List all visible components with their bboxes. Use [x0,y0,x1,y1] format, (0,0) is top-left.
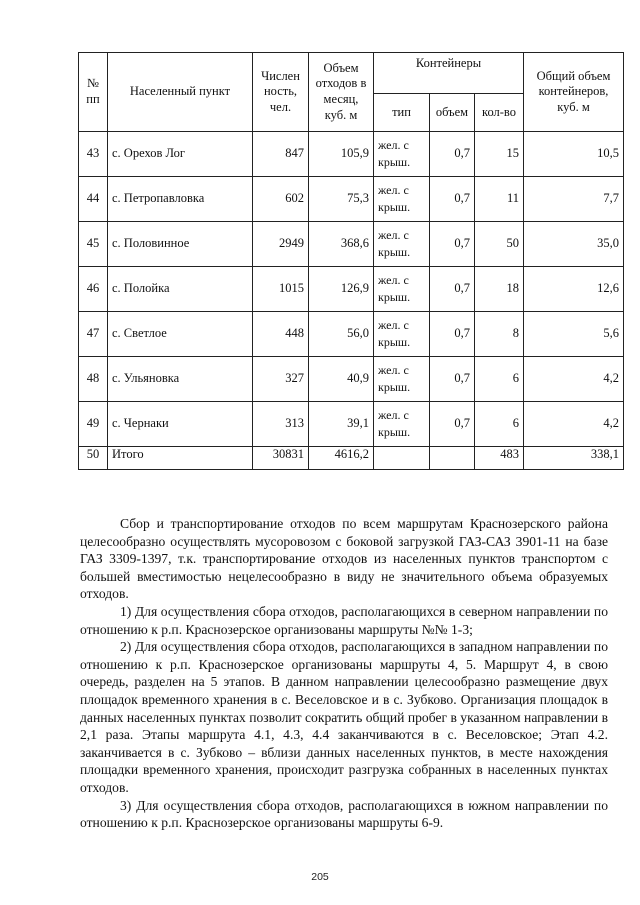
cell-count: 483 [475,447,524,470]
header-name: Населенный пункт [108,53,253,132]
cell-population: 327 [253,357,309,402]
header-num: № пп [79,53,108,132]
cell-population: 847 [253,132,309,177]
table-total-row [79,447,624,470]
cell-total: 4,2 [524,402,624,447]
table-row [79,177,624,222]
cell-name: с. Орехов Лог [108,132,253,177]
cell-total: 4,2 [524,357,624,402]
cell-population: 1015 [253,267,309,312]
cell-capacity: 0,7 [430,222,475,267]
cell-capacity: 0,7 [430,267,475,312]
paragraph: 2) Для осуществления сбора отходов, располагающихся в западном направлении по отношению к р.п. Краснозерское организованы маршруты 4, 5. Маршрут 4, в свою очередь, разделен на 5 этапов. В данном направлении целесообразно размещение двух площадок временного хранения в с. Веселовское и в с. Зубково. Организация площадок в данных населенных пунктах позволит сократить общий пробег в указанном направлении в 2,1 раза. Этапы маршрута 4.1, 4.3, 4.4 заканчиваются в с. Веселовское; Этап 4.2. заканчивается в с. Зубково – вблизи данных населенных пунктов, в месте нахождения площадки временного хранения, происходит разгрузка собранных в населенных пунктах отходов. [80,639,608,795]
cell-total: 7,7 [524,177,624,222]
containers-table [78,52,624,470]
table-row [79,132,624,177]
cell-capacity: 0,7 [430,312,475,357]
cell-total: 10,5 [524,132,624,177]
cell-total: 5,6 [524,312,624,357]
cell-capacity: 0,7 [430,402,475,447]
cell-name: с. Чернаки [108,402,253,447]
cell-name: с. Ульяновка [108,357,253,402]
cell-population: 30831 [253,447,309,470]
cell-volume: 75,3 [309,177,374,222]
cell-count: 6 [475,402,524,447]
cell-num: 47 [79,312,108,357]
cell-volume: 4616,2 [309,447,374,470]
cell-total: 12,6 [524,267,624,312]
cell-volume: 368,6 [309,222,374,267]
paragraph: 3) Для осуществления сбора отходов, располагающихся в южном направлении по отношению к р.п. Краснозерское организованы маршруты 6-9. [80,797,608,831]
cell-type: жел. с крыш. [374,177,430,222]
cell-num: 48 [79,357,108,402]
cell-type: жел. с крыш. [374,222,430,267]
table-row [79,267,624,312]
table-body [79,132,624,470]
cell-volume: 105,9 [309,132,374,177]
header-total: Общий объем контейнеров, куб. м [524,53,624,132]
header-volume: Объем отходов в месяц, куб. м [309,53,374,132]
cell-population: 313 [253,402,309,447]
cell-total: 338,1 [524,447,624,470]
cell-population: 448 [253,312,309,357]
cell-volume: 56,0 [309,312,374,357]
cell-name: с. Полойка [108,267,253,312]
table-row [79,222,624,267]
header-containers: Контейнеры [374,53,524,94]
cell-type [374,447,430,470]
table-header-row [79,53,624,94]
cell-name: Итого [108,447,253,470]
cell-type: жел. с крыш. [374,357,430,402]
cell-total: 35,0 [524,222,624,267]
table-row [79,357,624,402]
cell-num: 49 [79,402,108,447]
cell-capacity: 0,7 [430,357,475,402]
paragraph: 1) Для осуществления сбора отходов, располагающихся в северном направлении по отношению к р.п. Краснозерское организованы маршруты №№ 1-3; [80,603,608,637]
cell-count: 18 [475,267,524,312]
cell-name: с. Петропавловка [108,177,253,222]
cell-name: с. Половинное [108,222,253,267]
cell-type: жел. с крыш. [374,132,430,177]
cell-count: 6 [475,357,524,402]
cell-count: 15 [475,132,524,177]
table-row [79,312,624,357]
cell-volume: 126,9 [309,267,374,312]
cell-volume: 39,1 [309,402,374,447]
header-population: Числен ность, чел. [253,53,309,132]
cell-capacity [430,447,475,470]
cell-capacity: 0,7 [430,132,475,177]
body-text [80,515,608,832]
cell-type: жел. с крыш. [374,402,430,447]
cell-count: 8 [475,312,524,357]
paragraph: Сбор и транспортирование отходов по всем маршрутам Краснозерского района целесообразно осуществлять мусоровозом с боковой загрузкой ГАЗ-САЗ 3901-11 на базе ГАЗ 3309-1397, т.к. транспортирование отходов из населенных пунктов транспортом с большей вместимостью нецелесообразно в виду не значительного объема образуемых отходов. [80,516,608,602]
cell-population: 2949 [253,222,309,267]
page-number: 205 [311,871,329,883]
cell-num: 46 [79,267,108,312]
cell-count: 50 [475,222,524,267]
cell-num: 45 [79,222,108,267]
header-capacity: объем [430,94,475,132]
cell-num: 44 [79,177,108,222]
table-row [79,402,624,447]
header-type: тип [374,94,430,132]
cell-count: 11 [475,177,524,222]
cell-volume: 40,9 [309,357,374,402]
cell-population: 602 [253,177,309,222]
header-count: кол-во [475,94,524,132]
cell-type: жел. с крыш. [374,312,430,357]
cell-num: 43 [79,132,108,177]
cell-name: с. Светлое [108,312,253,357]
cell-num: 50 [79,447,108,470]
cell-capacity: 0,7 [430,177,475,222]
cell-type: жел. с крыш. [374,267,430,312]
